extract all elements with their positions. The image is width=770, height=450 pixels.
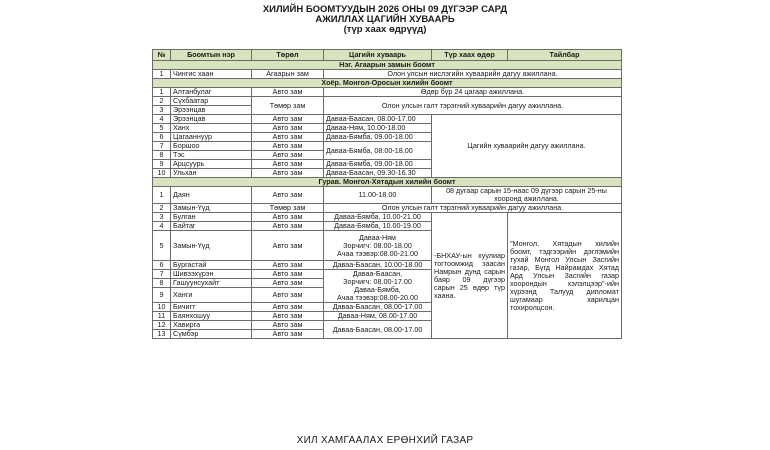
merged-note: Цагийн хуваарийн дагуу ажиллана.	[432, 115, 622, 178]
schedule-line: Даваа-Бямба,	[354, 285, 401, 294]
port-type: Авто зам	[252, 115, 324, 124]
schedule-cell: Даваа-Баасан, 09.30-16.30	[324, 169, 432, 178]
row-note: 08 дугаар сарын 15-наас 09 дүгээр сарын 25-ны хооронд ажиллана.	[432, 187, 622, 204]
port-name: Хавирга	[171, 321, 252, 330]
schedule-cell: Даваа-Баасан, 08.00-17.00	[324, 321, 432, 339]
schedule-line: Ачаа тээвэр:08.00-21.00	[336, 248, 418, 258]
port-type: Төмөр зам	[252, 97, 324, 115]
schedule-line: Ачаа тээвэр:08.00-20.00	[336, 293, 418, 302]
port-type: Авто зам	[252, 213, 324, 222]
port-type: Авто зам	[252, 160, 324, 169]
port-name: Цагааннуур	[171, 133, 252, 142]
port-type: Авто зам	[252, 133, 324, 142]
table-header-row	[153, 50, 622, 61]
header-remark: Тайлбар	[508, 50, 622, 61]
section-title: Хоёр. Монгол-Оросын хилийн боомт	[153, 79, 622, 88]
schedule-cell: 11.00-18.00	[324, 187, 432, 204]
remark-note: "Монгол, Хятадын хилийн боомт, тэдгээрийн дэглэмийн тухай Монгол Улсын Засгийн газар, Бүгд Найрамдах Хятад Ард Улсын Засгийн газар хоорондын хэлэлцээр"-ийн хүрээнд Талууд дипломат шугамаар харилцан тохиролцсон.	[508, 213, 622, 339]
section-title: Нэг. Агаарын замын боомт	[153, 61, 622, 70]
row-note: Олон улсын галт тэрэгний хуваарийн дагуу ажиллана.	[324, 204, 622, 213]
port-type: Агаарын зам	[252, 70, 324, 79]
table-row	[153, 213, 622, 222]
schedule-line: Зорчигч: 08.00-17.00	[343, 277, 412, 286]
section-row	[153, 61, 622, 70]
row-number: 4	[153, 115, 171, 124]
schedule-line: Зорчигч: 08.00-18.00	[343, 240, 412, 250]
row-number: 5	[153, 231, 171, 261]
schedule-cell: Даваа-Бямба, 10.00-21.00	[324, 213, 432, 222]
port-name: Арцсуурь	[171, 160, 252, 169]
port-name: Боршоо	[171, 142, 252, 151]
schedule-line: Даваа-Баасан,	[352, 269, 403, 278]
row-number: 1	[153, 187, 171, 204]
schedule-cell: Даваа-Ням, 08.00-17.00	[324, 312, 432, 321]
row-number: 4	[153, 222, 171, 231]
header-close-days: Түр хаах өдөр	[432, 50, 508, 61]
doc-title-line-1: ХИЛИЙН БООМТУУДЫН 2026 ОНЫ 09 ДҮГЭЭР САРД	[262, 4, 508, 15]
row-number: 6	[153, 133, 171, 142]
port-type: Авто зам	[252, 187, 324, 204]
port-name: Алтанбулаг	[171, 88, 252, 97]
port-name: Тэс	[171, 151, 252, 160]
port-name: Ханх	[171, 124, 252, 133]
port-name: Шивээхүрэн	[171, 270, 252, 279]
table-row	[153, 88, 622, 97]
row-number: 3	[153, 213, 171, 222]
port-name: Сүхбаатар	[171, 97, 252, 106]
table-row	[153, 97, 622, 106]
port-name: Замын-Үүд	[171, 204, 252, 213]
row-number: 11	[153, 312, 171, 321]
table-row	[153, 70, 622, 79]
table-row	[153, 187, 622, 204]
port-type: Төмөр зам	[252, 204, 324, 213]
schedule-cell: Даваа-Бямба, 10.00-19.00	[324, 222, 432, 231]
port-name: Баянхошуу	[171, 312, 252, 321]
port-type: Авто зам	[252, 288, 324, 303]
row-number: 5	[153, 124, 171, 133]
schedule-cell: Даваа-Баасан, 10.00-18.00	[324, 261, 432, 270]
row-number: 2	[153, 204, 171, 213]
close-day-note: -БНХАУ-ын хуулиар тогтоомжид заасан Намрын дунд сарын баяр 09 дүгээр сарын 25 өдөр түр хаана.	[432, 213, 508, 339]
doc-title-line-2: АЖИЛЛАХ ЦАГИЙН ХУВААРЬ	[315, 14, 455, 25]
port-type: Авто зам	[252, 303, 324, 312]
port-type: Авто зам	[252, 321, 324, 330]
section-row	[153, 178, 622, 187]
port-type: Авто зам	[252, 124, 324, 133]
row-note: Олон улсын нислэгийн хуваарийн дагуу ажиллана.	[324, 70, 622, 79]
row-number: 8	[153, 151, 171, 160]
port-type: Авто зам	[252, 279, 324, 288]
port-type: Авто зам	[252, 142, 324, 151]
port-type: Авто зам	[252, 261, 324, 270]
row-number: 3	[153, 106, 171, 115]
header-type: Төрөл	[252, 50, 324, 61]
port-name: Булган	[171, 213, 252, 222]
schedule-cell: Даваа-Бямба, 09.00-18.00	[324, 133, 432, 142]
row-note: Олон улсын галт тэрэгний хуваарийн дагуу ажиллана.	[324, 97, 622, 115]
port-type: Авто зам	[252, 222, 324, 231]
row-note: Өдөр бүр 24 цагаар ажиллана.	[324, 88, 622, 97]
port-name: Байтаг	[171, 222, 252, 231]
port-name: Бичигт	[171, 303, 252, 312]
table-row	[153, 204, 622, 213]
port-name: Чингис хаан	[171, 70, 252, 79]
row-number: 10	[153, 169, 171, 178]
schedule-table	[152, 49, 622, 339]
port-name: Эрээнцав	[171, 106, 252, 115]
port-name: Даян	[171, 187, 252, 204]
port-type: Авто зам	[252, 231, 324, 261]
schedule-cell: Даваа-Бямба, 09.00-18.00	[324, 160, 432, 169]
row-number: 10	[153, 303, 171, 312]
schedule-cell: Даваа-Баасан, 08.00-17.00	[324, 115, 432, 124]
row-number: 1	[153, 88, 171, 97]
schedule-cell: Даваа-Ням, 10.00-18.00	[324, 124, 432, 133]
port-type: Авто зам	[252, 151, 324, 160]
row-number: 2	[153, 97, 171, 106]
row-number: 12	[153, 321, 171, 330]
row-number: 8	[153, 279, 171, 288]
port-type: Авто зам	[252, 169, 324, 178]
port-type: Авто зам	[252, 88, 324, 97]
header-schedule: Цагийн хуваарь	[324, 50, 432, 61]
port-name: Ульхан	[171, 169, 252, 178]
row-number: 9	[153, 288, 171, 303]
row-number: 13	[153, 330, 171, 339]
schedule-cell	[324, 270, 432, 303]
table-row	[153, 115, 622, 124]
schedule-cell: Даваа-Бямба, 08.00-18.00	[324, 142, 432, 160]
port-name: Замын-Үүд	[171, 231, 252, 261]
row-number: 1	[153, 70, 171, 79]
schedule-line: Даваа-Ням	[358, 232, 396, 242]
section-title: Гурав. Монгол-Хятадын хилийн боомт	[153, 178, 622, 187]
port-name: Бургастай	[171, 261, 252, 270]
port-type: Авто зам	[252, 312, 324, 321]
port-name: Сүмбэр	[171, 330, 252, 339]
doc-title-line-3: (түр хаах өдрүүд)	[343, 24, 427, 35]
port-type: Авто зам	[252, 330, 324, 339]
schedule-cell	[324, 231, 432, 261]
port-name: Ханги	[171, 288, 252, 303]
row-number: 6	[153, 261, 171, 270]
row-number: 7	[153, 270, 171, 279]
port-type: Авто зам	[252, 270, 324, 279]
row-number: 7	[153, 142, 171, 151]
port-name: Гашуунсухайт	[171, 279, 252, 288]
header-port-name: Боомтын нэр	[171, 50, 252, 61]
footer-organization: ХИЛ ХАМГААЛАХ ЕРӨНХИЙ ГАЗАР	[296, 435, 474, 446]
schedule-cell: Даваа-Баасан, 08.00-17.00	[324, 303, 432, 312]
section-row	[153, 79, 622, 88]
row-number: 9	[153, 160, 171, 169]
header-number: №	[153, 50, 171, 61]
port-name: Эрээнцав	[171, 115, 252, 124]
